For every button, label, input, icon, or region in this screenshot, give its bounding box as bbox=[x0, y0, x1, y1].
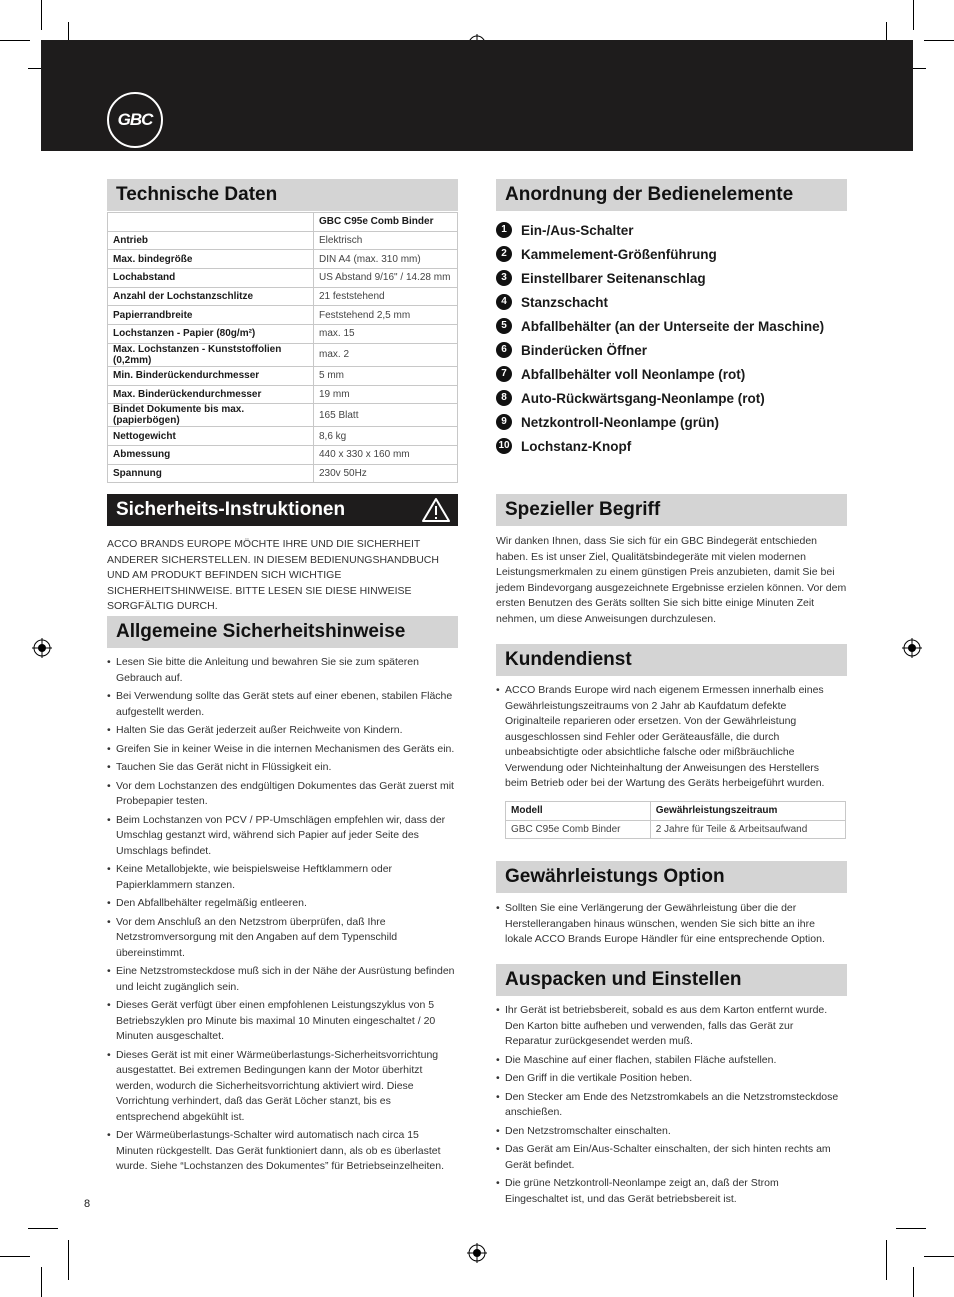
table-row bbox=[108, 306, 458, 325]
spec-label: Lochstanzen - Papier (80g/m²) bbox=[108, 325, 314, 344]
list-item: • Sollten Sie eine Verlängerung der Gewährleistung über die der Herstellerangaben hinaus wünschen, wenden Sie sich bitte an ihre lokale ACCO Brands Europe Händler für eine entsprechende Option. bbox=[496, 901, 836, 948]
spec-label: Anzahl der Lochstanzschlitze bbox=[108, 287, 314, 306]
general-safety-list bbox=[107, 655, 457, 1178]
warning-icon bbox=[422, 497, 450, 523]
control-label: Abfallbehälter (an der Unterseite der Maschine) bbox=[521, 318, 825, 334]
spec-label: Max. Binderückendurchmesser bbox=[108, 385, 314, 404]
service-list bbox=[496, 683, 826, 795]
spec-label: Max. Lochstanzen - Kunststoffolien (0,2mm) bbox=[108, 343, 314, 366]
list-item: • Die Maschine auf einer flachen, stabilen Fläche aufstellen. bbox=[496, 1053, 841, 1069]
crop-mark bbox=[924, 1256, 954, 1257]
table-header-row bbox=[108, 213, 458, 232]
table-row bbox=[108, 250, 458, 269]
crop-mark bbox=[41, 0, 42, 30]
list-item: • Eine Netzstromsteckdose muß sich in der Nähe der Ausrüstung befinden und leicht zugänglich sein. bbox=[107, 964, 457, 995]
spec-value: max. 2 bbox=[314, 343, 458, 366]
list-item: • Die grüne Netzkontroll-Neonlampe zeigt an, daß der Strom Eingeschaltet ist, und das Gerät betriebsbereit ist. bbox=[496, 1176, 841, 1207]
control-label: Kammelement-Größenführung bbox=[521, 246, 717, 262]
registration-mark-icon bbox=[32, 638, 52, 658]
control-label: Lochstanz-Knopf bbox=[521, 438, 632, 454]
spec-value: US Abstand 9/16" / 14.28 mm bbox=[314, 269, 458, 288]
list-item: • Lesen Sie bitte die Anleitung und bewahren Sie sie zum späteren Gebrauch auf. bbox=[107, 655, 457, 686]
section-title-safety-text: Sicherheits-Instruktionen bbox=[116, 499, 346, 520]
table-header-cell: Modell bbox=[506, 802, 651, 821]
table-header-cell bbox=[108, 213, 314, 232]
list-item: • Der Wärmeüberlastungs-Schalter wird automatisch nach circa 15 Minuten rückgestellt. Das Gerät funktioniert dann, als ob es überlastet wurde. Siehe “Lochstanzen des Dokumentes” für Betriebseinzelheiten. bbox=[107, 1128, 457, 1175]
table-row bbox=[108, 325, 458, 344]
section-title-safety bbox=[107, 494, 458, 526]
table-row bbox=[108, 445, 458, 464]
spec-value: Elektrisch bbox=[314, 231, 458, 250]
control-item bbox=[496, 338, 824, 362]
list-item: • Den Griff in die vertikale Position heben. bbox=[496, 1071, 841, 1087]
section-title-technical-data: Technische Daten bbox=[107, 179, 458, 211]
spec-value: 230v 50Hz bbox=[314, 464, 458, 483]
list-item: • Dieses Gerät verfügt über einen empfohlenen Leistungszyklus von 5 Betriebszyklen pro Minute bis maximal 10 Minuten eingeschaltet / 20 Minuten ausgeschaltet. bbox=[107, 998, 457, 1045]
crop-mark bbox=[924, 40, 954, 41]
spec-label: Papierrandbreite bbox=[108, 306, 314, 325]
list-item: • Den Netzstromschalter einschalten. bbox=[496, 1124, 841, 1140]
control-item bbox=[496, 362, 824, 386]
control-item bbox=[496, 314, 824, 338]
table-row bbox=[108, 343, 458, 366]
list-item: • Halten Sie das Gerät jederzeit außer Reichweite von Kindern. bbox=[107, 723, 457, 739]
header-band bbox=[41, 40, 913, 151]
spec-label: Antrieb bbox=[108, 231, 314, 250]
registration-mark-icon bbox=[902, 638, 922, 658]
table-row bbox=[506, 820, 846, 839]
spec-value: Feststehend 2,5 mm bbox=[314, 306, 458, 325]
list-item: • Vor dem Lochstanzen des endgültigen Dokumentes das Gerät zuerst mit Probepapier testen. bbox=[107, 779, 457, 810]
number-badge: 10 bbox=[496, 438, 512, 454]
spec-value: 165 Blatt bbox=[314, 404, 458, 427]
number-badge: 9 bbox=[496, 414, 512, 430]
section-title-warranty: Gewährleistungs Option bbox=[496, 861, 847, 893]
spec-value: max. 15 bbox=[314, 325, 458, 344]
list-item: • Dieses Gerät ist mit einer Wärmeüberlastungs-Sicherheitsvorrichtung ausgestattet. Bei extremen Bedingungen kann der Motor überhitzt werden, wodurch die Sicherheitsvorrichtung aktiviert wird. Diese Vorrichtung verhindert, daß das Gerät Löcher stanzt, bis es entsprechend abgekühlt ist. bbox=[107, 1048, 457, 1126]
number-badge: 4 bbox=[496, 294, 512, 310]
crop-mark bbox=[28, 1228, 58, 1229]
spec-label: Nettogewicht bbox=[108, 427, 314, 446]
number-badge: 5 bbox=[496, 318, 512, 334]
table-row bbox=[108, 464, 458, 483]
list-item: • Ihr Gerät ist betriebsbereit, sobald es aus dem Karton entfernt wurde. Den Karton bitte aufheben und verwenden, falls das Gerät zur Reparatur zurückgesendet werden muß. bbox=[496, 1003, 841, 1050]
table-row bbox=[108, 269, 458, 288]
table-header-row bbox=[506, 802, 846, 821]
spec-label: Lochabstand bbox=[108, 269, 314, 288]
crop-mark bbox=[913, 1267, 914, 1297]
spec-value: 5 mm bbox=[314, 366, 458, 385]
control-item bbox=[496, 242, 824, 266]
control-label: Einstellbarer Seitenanschlag bbox=[521, 270, 706, 286]
list-item: • Das Gerät am Ein/Aus-Schalter einschalten, der sich hinten rechts am Gerät befindet. bbox=[496, 1142, 841, 1173]
control-label: Stanzschacht bbox=[521, 294, 609, 310]
crop-mark bbox=[0, 1256, 30, 1257]
control-item bbox=[496, 290, 824, 314]
control-item bbox=[496, 434, 824, 458]
control-item bbox=[496, 410, 824, 434]
registration-mark-icon bbox=[467, 1243, 487, 1263]
number-badge: 6 bbox=[496, 342, 512, 358]
number-badge: 8 bbox=[496, 390, 512, 406]
list-item: • Tauchen Sie das Gerät nicht in Flüssigkeit ein. bbox=[107, 760, 457, 776]
table-row bbox=[108, 231, 458, 250]
spec-label: Bindet Dokumente bis max. (papierbögen) bbox=[108, 404, 314, 427]
crop-mark bbox=[41, 1267, 42, 1297]
table-cell: 2 Jahre für Teile & Arbeitsaufwand bbox=[650, 820, 845, 839]
table-row bbox=[108, 287, 458, 306]
control-label: Netzkontroll-Neonlampe (grün) bbox=[521, 414, 719, 430]
list-item: • Vor dem Anschluß an den Netzstrom überprüfen, daß Ihre Netzstromversorgung mit den Angaben auf dem Typenschild übereinstimmt. bbox=[107, 915, 457, 962]
spec-value: 19 mm bbox=[314, 385, 458, 404]
gbc-logo: GBC bbox=[107, 92, 163, 148]
spec-value: 440 x 330 x 160 mm bbox=[314, 445, 458, 464]
crop-mark bbox=[68, 1240, 69, 1280]
section-title-service: Kundendienst bbox=[496, 644, 847, 676]
crop-mark bbox=[0, 40, 30, 41]
list-item: • ACCO Brands Europe wird nach eigenem Ermessen innerhalb eines Gewährleistungszeitraums von 2 Jahr ab Kaufdatum defekte Originalteile reparieren oder ersetzen. Von der Gewährleistung ausgeschlossen sind Fehler oder Geräteausfälle, die durch unbeabsichtigte oder absichtliche falsche oder mißbräuchliche Verwendung oder Nichteinhaltung der Anweisungen des Herstellers beim Betrieb oder bei der Wartung des Geräts herbeigeführt wurden. bbox=[496, 683, 826, 792]
list-item: • Den Abfallbehälter regelmäßig entleeren. bbox=[107, 896, 457, 912]
warranty-table bbox=[505, 801, 846, 839]
table-row bbox=[108, 385, 458, 404]
table-header-cell: GBC C95e Comb Binder bbox=[314, 213, 458, 232]
control-label: Auto-Rückwärtsgang-Neonlampe (rot) bbox=[521, 390, 765, 406]
spec-label: Max. bindegröße bbox=[108, 250, 314, 269]
table-row bbox=[108, 427, 458, 446]
control-label: Binderücken Öffner bbox=[521, 342, 648, 358]
controls-list bbox=[496, 218, 824, 458]
section-title-special: Spezieller Begriff bbox=[496, 494, 847, 526]
list-item: • Greifen Sie in keiner Weise in die internen Mechanismen des Geräts ein. bbox=[107, 742, 457, 758]
table-cell: GBC C95e Comb Binder bbox=[506, 820, 651, 839]
page-number: 8 bbox=[84, 1198, 91, 1210]
number-badge: 7 bbox=[496, 366, 512, 382]
list-item: • Bei Verwendung sollte das Gerät stets auf einer ebenen, stabilen Fläche aufgestellt werden. bbox=[107, 689, 457, 720]
control-label: Ein-/Aus-Schalter bbox=[521, 222, 634, 238]
table-row bbox=[108, 366, 458, 385]
number-badge: 3 bbox=[496, 270, 512, 286]
warranty-list bbox=[496, 901, 836, 951]
spec-label: Abmessung bbox=[108, 445, 314, 464]
spec-table bbox=[107, 212, 458, 483]
safety-text: ACCO BRANDS EUROPE MÖCHTE IHRE UND DIE SICHERHEIT ANDERER SICHERSTELLEN. IN DIESEM BEDIENUNGSHANDBUCH UND AM PRODUKT BEFINDEN SICH WICHTIGE SICHERHEITSHINWEISE. BITTE LESEN SIE DIESE HINWEISE SORGFÄLTIG DURCH. bbox=[107, 538, 439, 612]
number-badge: 2 bbox=[496, 246, 512, 262]
section-title-general-safety: Allgemeine Sicherheitshinweise bbox=[107, 616, 458, 648]
spec-label: Spannung bbox=[108, 464, 314, 483]
list-item: • Beim Lochstanzen von PCV / PP-Umschlägen empfehlen wir, dass der Umschlag gestanzt wird, während sich Papier auf jeder Seite des Umschlags befindet. bbox=[107, 813, 457, 860]
control-item bbox=[496, 266, 824, 290]
control-item bbox=[496, 218, 824, 242]
section-title-unpack: Auspacken und Einstellen bbox=[496, 964, 847, 996]
special-text: Wir danken Ihnen, dass Sie sich für ein GBC Bindegerät entschieden haben. Es ist unser Ziel, Qualitätsbindegeräte mit vielen modernen Leistungsmerkmalen zu einem günstigen Preis anzubieten, damit Sie bei jedem Bindevorgang ausgezeichnete Ergebnisse erzielen können. Vor dem ersten Benutzen des Geräts sollten Sie sich bitte einige Minuten Zeit nehmen, um diese Anweisungen durchzulesen. bbox=[496, 535, 847, 625]
list-item: • Keine Metallobjekte, wie beispielsweise Heftklammern oder Papierklammern stanzen. bbox=[107, 862, 457, 893]
spec-label: Min. Binderückendurchmesser bbox=[108, 366, 314, 385]
table-header-cell: Gewährleistungszeitraum bbox=[650, 802, 845, 821]
control-item bbox=[496, 386, 824, 410]
crop-mark bbox=[886, 1240, 887, 1280]
number-badge: 1 bbox=[496, 222, 512, 238]
control-label: Abfallbehälter voll Neonlampe (rot) bbox=[521, 366, 746, 382]
spec-value: 21 feststehend bbox=[314, 287, 458, 306]
crop-mark bbox=[913, 0, 914, 30]
table-row bbox=[108, 404, 458, 427]
unpack-list bbox=[496, 1003, 841, 1210]
list-item: • Den Stecker am Ende des Netzstromkabels an die Netzstromsteckdose anschießen. bbox=[496, 1090, 841, 1121]
section-title-controls: Anordnung der Bedienelemente bbox=[496, 179, 847, 211]
spec-value: 8,6 kg bbox=[314, 427, 458, 446]
crop-mark bbox=[896, 1228, 926, 1229]
spec-value: DIN A4 (max. 310 mm) bbox=[314, 250, 458, 269]
